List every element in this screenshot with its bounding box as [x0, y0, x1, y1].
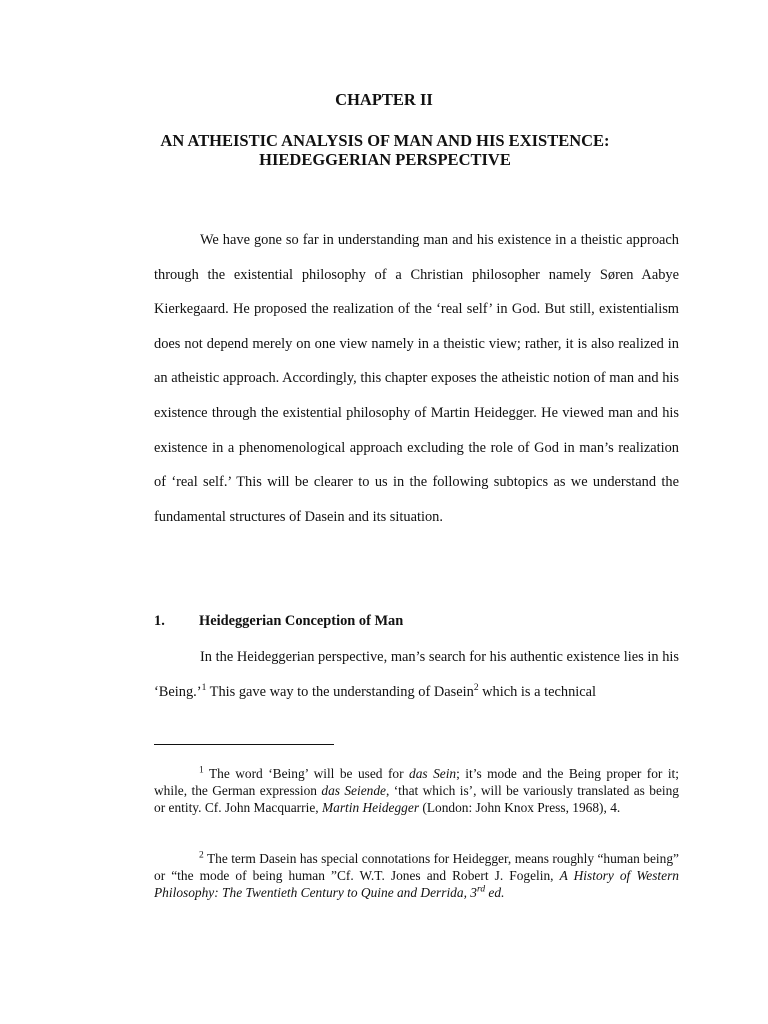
chapter-title: CHAPTER II [335, 90, 433, 109]
footnote-ordinal: rd [476, 884, 486, 895]
chapter-subtitle [120, 131, 650, 169]
section-paragraph [154, 640, 679, 709]
intro-paragraph: We have gone so far in understanding man and his existence in a theistic approach through the existential philosophy of a Christian philosopher namely Søren Aabye Kierkegaard. He proposed the realization of the ‘real self’ in God. But still, existentialism does not depend merely on one view namely in a theistic view; rather, it is also realized in an atheistic approach. Accordingly, this chapter exposes the atheistic notion of man and his existence through the existential philosophy of Martin Heidegger. He viewed man and his existence in a phenomenological approach excluding the role of God in man’s realization of ‘real self.’ This will be clearer to us in the following subtopics as we understand the fundamental structures of Dasein and its situation. [154, 232, 679, 525]
footnote-text: (London: John Knox Press, 1968), 4. [419, 800, 621, 815]
footnote-text: ; it’s mode and the Being proper for it; while, the German expression [154, 766, 679, 798]
footnote-1 [154, 765, 679, 816]
footnote-text: The term Dasein has special connotations for Heidegger, means roughly “human being” or “the mode of being human ”Cf. W.T. Jones and Robert J. Fogelin, [154, 851, 679, 883]
section-paragraph-text: In the Heideggerian perspective, man’s search for his authentic existence lies in his ‘Being.’ [154, 649, 679, 700]
footnote-2 [154, 850, 679, 901]
footnote-divider [154, 744, 334, 745]
footnote-ref-2[interactable]: 2 [473, 682, 479, 693]
footnote-ref-1[interactable]: 1 [201, 682, 207, 693]
footnote-italic: das Sein [409, 766, 457, 781]
section-heading [154, 613, 403, 630]
footnote-italic: das Seiende [321, 783, 386, 798]
chapter-subtitle-line2: HIEDEGGERIAN PERSPECTIVE [259, 150, 511, 169]
section-number: 1. [154, 613, 165, 629]
footnote-italic: Martin Heidegger [321, 800, 420, 815]
section-title: Heideggerian Conception of Man [199, 613, 404, 629]
footnote-marker: 2 [199, 850, 204, 861]
footnote-marker: 1 [199, 765, 204, 776]
footnote-italic: ed. [485, 885, 505, 900]
section-paragraph-text: This gave way to the understanding of Dasein [206, 683, 474, 700]
chapter-subtitle-line1: AN ATHEISTIC ANALYSIS OF MAN AND HIS EXISTENCE: [160, 131, 610, 150]
section-paragraph-text: which is a technical [478, 683, 597, 700]
footnote-text: The word ‘Being’ will be used for [203, 766, 410, 781]
footnote-text: , ‘that which is’, will be variously translated as being or entity. Cf. John Macquarrie, [154, 783, 680, 815]
footnote-italic: A History of Western Philosophy: The Twentieth Century to Quine and Derrida, 3 [154, 868, 680, 900]
